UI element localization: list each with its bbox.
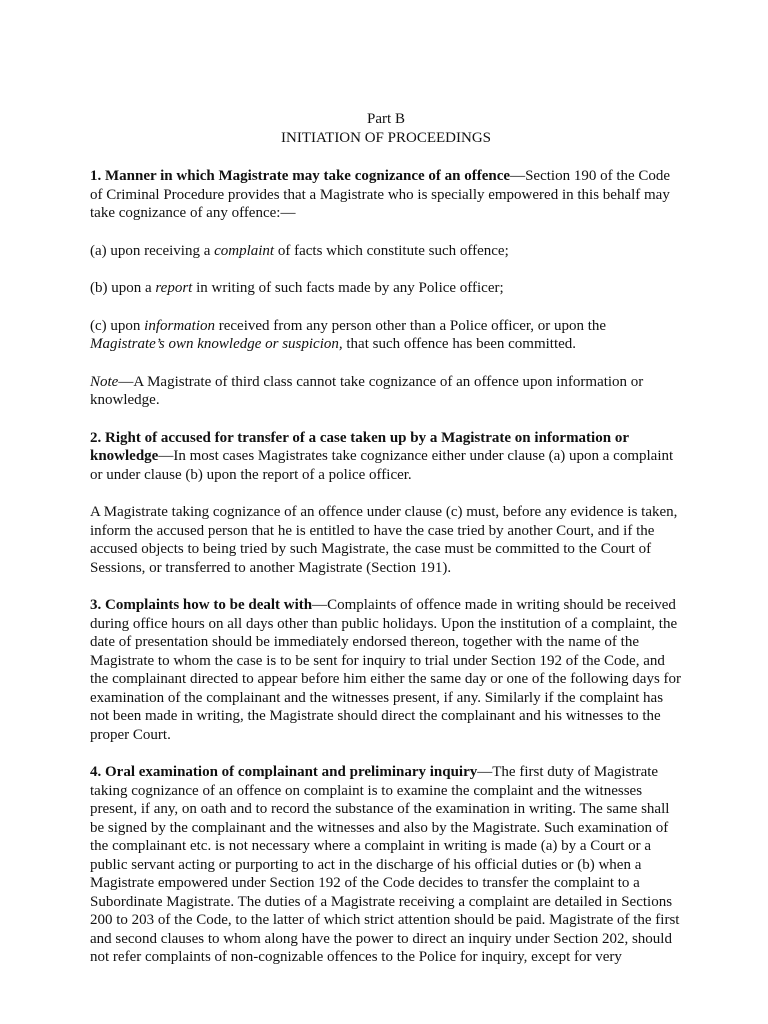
- clause-c-text: (c) upon: [90, 317, 145, 334]
- part-header: [90, 110, 682, 148]
- clause-a-text-end: of facts which constitute such offence;: [274, 242, 509, 259]
- section-3-body: —Complaints of offence made in writing should be received during office hours on all days other than public holidays. Upon the institution of a complaint, the date of presentation should be immediately endorsed thereon, together with the name of the Magistrate to whom the case is to be sent for inquiry to trial under Section 192 of the Code, and the complainant directed to appear before him either the same day or one of the following days for examination of the complainant and the witnesses present, if any. Similarly if the complaint has not been made in writing, the Magistrate should direct the complainant and his witnesses to the proper Court.: [90, 597, 682, 743]
- part-title: INITIATION OF PROCEEDINGS: [281, 130, 491, 146]
- clause-b: [90, 279, 682, 298]
- note-body: —A Magistrate of third class cannot take cognizance of an offence upon information or knowledge.: [90, 373, 644, 408]
- section-1-paragraph: [90, 167, 682, 223]
- section-2-body: —In most cases Magistrates take cognizance either under clause (a) upon a complaint or under clause (b) upon the report of a police officer.: [90, 448, 674, 483]
- note-paragraph: [90, 373, 682, 410]
- clause-b-text: (b) upon a: [90, 280, 156, 296]
- section-3-heading: 3. Complaints how to be dealt with: [90, 597, 313, 613]
- section-2-paragraph: [90, 429, 682, 485]
- clause-c-text-middle: received from any person other than a Police officer, or upon the: [215, 317, 607, 334]
- section-2-heading: 2. Right of accused for transfer of a case taken up by a Magistrate on information or knowledge: [90, 429, 629, 464]
- clause-a: [90, 242, 682, 261]
- clause-c: [90, 317, 682, 354]
- clause-c-emphasis-1: information: [144, 317, 215, 334]
- clause-c-emphasis-2: Magistrate’s own knowledge or suspicion,: [90, 336, 343, 352]
- section-3-paragraph: [90, 596, 682, 744]
- note-label: Note: [90, 373, 119, 390]
- section-1-heading: 1. Manner in which Magistrate may take cognizance of an offence: [90, 168, 511, 184]
- clause-c-text-end: that such offence has been committed.: [342, 336, 577, 352]
- part-label: Part B: [367, 111, 405, 127]
- clause-a-text: (a) upon receiving a: [90, 242, 215, 259]
- section-4-paragraph: [90, 763, 682, 967]
- section-4-body: —The first duty of Magistrate taking cognizance of an offence on complaint is to examine the complaint and the witnesses present, if any, on oath and to record the substance of the examination in writing. The same shall be signed by the complainant and the witnesses and also by the Magistrate. Such examination of the complainant etc. is not necessary where a complaint in writing is made (a) by a Court or a public servant acting or purporting to act in the discharge of his official duties or (b) when a Magistrate empowered under Section 192 of the Code decides to transfer the complaint to a Subordinate Magistrate. The duties of a Magistrate receiving a complaint are detailed in Sections 200 to 203 of the Code, to the latter of which strict attention should be paid. Magistrate of the first and second clauses to whom along have the power to direct an inquiry under Section 202, should not refer complaints of non-cognizable offences to the Police for inquiry, except for very: [90, 764, 680, 965]
- section-2-paragraph-2: A Magistrate taking cognizance of an offence under clause (c) must, before any evidence is taken, inform the accused person that he is entitled to have the case tried by another Court, and if the accused objects to being tried by such Magistrate, the case must be committed to the Court of Sessions, or transferred to another Magistrate (Section 191).: [90, 504, 678, 576]
- section-4-heading: 4. Oral examination of complainant and preliminary inquiry: [90, 764, 478, 780]
- clause-a-emphasis: complaint: [214, 242, 275, 259]
- clause-b-text-end: in writing of such facts made by any Police officer;: [192, 280, 504, 296]
- section-1-body: —Section 190 of the Code of Criminal Procedure provides that a Magistrate who is specially empowered in this behalf may take cognizance of any offence:—: [90, 168, 671, 221]
- document-page: [90, 110, 682, 967]
- clause-b-emphasis: report: [155, 280, 193, 296]
